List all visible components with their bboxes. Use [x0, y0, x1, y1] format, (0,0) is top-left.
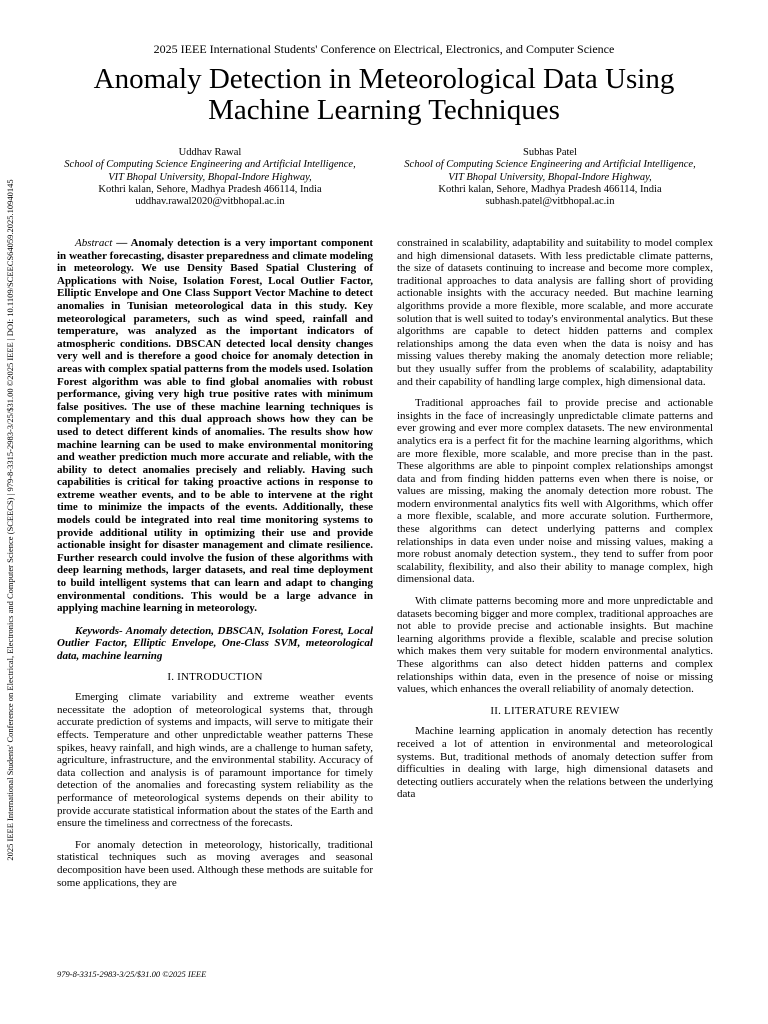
- right-column: [397, 237, 713, 810]
- author-name: Uddhav Rawal: [178, 147, 242, 158]
- abstract-dash: —: [112, 237, 131, 249]
- author-name: Subhas Patel: [523, 147, 577, 158]
- author-block-1: [30, 147, 390, 208]
- author-address: Kothri kalan, Sehore, Madhya Pradesh 466114, India: [438, 183, 662, 195]
- body-paragraph: Machine learning application in anomaly detection has recently received a lot of attention in environmental and meteorological systems. But, traditional methods of anomaly detection suffer from difficulties in dealing with large, high dimensional datasets and detecting outliers accurately when the relations between the underlying data: [397, 725, 713, 801]
- paper-title: [0, 64, 768, 126]
- copyright-footer: 979-8-3315-2983-3/25/$31.00 ©2025 IEEE: [57, 969, 207, 979]
- body-paragraph: Emerging climate variability and extreme weather events necessitate the adoption of meteorological systems that, through accurate prediction of systems and impacts, will serve to mitigate their effects. Temperature and other unpredictable weather patterns These spikes, heavy rainfall, and high winds, are a challenge to human safety, agriculture, infrastructure, and the environmental stability. Accuracy of data collection and analysis is of paramount importance for timely detection of the anomalies and forecasting system reliability as the performance of meteorological systems depends on their ability to provide accurate statistical information about the states of the Earth and ensure the timeliness and correctness of the forecasts.: [57, 691, 373, 830]
- abstract-paragraph: [57, 237, 373, 615]
- author-address: Kothri kalan, Sehore, Madhya Pradesh 466114, India: [98, 183, 322, 195]
- author-affiliation: School of Computing Science Engineering and Artificial Intelligence,: [64, 159, 356, 171]
- body-paragraph: constrained in scalability, adaptability and suitability to model complex and high dimensional datasets. With less predictable climate patterns, the size of datasets continuing to increase and become more complex, traditional approaches to data analysis are falling short of providing actionable insights with the accuracy needed. But machine learning algorithms provide a more flexible, more scalable, and more accurate solution that is well suited to today's environmental analytics. But these algorithms are capable to detect hidden patterns and complex relationships among the data even when the data is noisy and has missing values thereby making the anomaly detection more reliable; but they usually suffer from the problems of scalability, adaptability and their capability of handling large complex, high dimensional data.: [397, 237, 713, 388]
- conference-header: 2025 IEEE International Students' Conference on Electrical, Electronics, and Computer Science: [153, 42, 615, 56]
- author-email: uddhav.rawal2020@vitbhopal.ac.in: [135, 196, 285, 208]
- section-heading-literature-review: II. LITERATURE REVIEW: [490, 704, 620, 717]
- title-line-1: Anomaly Detection in Meteorological Data Using: [93, 63, 675, 95]
- section-heading-introduction: I. INTRODUCTION: [167, 670, 263, 683]
- keywords-paragraph: Keywords- Anomaly detection, DBSCAN, Isolation Forest, Local Outlier Factor, Elliptic Envelope, One-Class SVM, meteorological data, machine learning: [57, 624, 373, 662]
- body-paragraph: Traditional approaches fail to provide precise and actionable insights in the face of increasingly unpredictable climate patterns and ever growing and ever more complex datasets. The new environmental analytics era is a perfect fit for the machine learning algorithms, which are more flexible, more scalable, and more precise than in the past. These algorithms are able to pinpoint complex relationships amongst data and from finding hidden patterns even when there is noise, or values are missing, making the anomaly detection more robust. The modern environmental analytics fits well with Algorithms, which offer a more flexible, scalable, and more accurate solution. Furthermore, these algorithms can detect underlying patterns and complex relationships in data even under noise and missing values, making a more robust anomaly detection system., they tend to suffer from poor scalability, flexibility, and also their ability to manage complex, high dimensional data.: [397, 397, 713, 586]
- author-university: VIT Bhopal University, Bhopal-Indore Highway,: [108, 171, 312, 183]
- author-block-2: [370, 147, 730, 208]
- author-email: subhash.patel@vitbhopal.ac.in: [485, 196, 615, 208]
- body-paragraph: With climate patterns becoming more and more unpredictable and datasets becoming bigger and more complex, traditional approaches are not able to provide precise and actionable insights. But machine learning algorithms provide a flexible, scalable and precise solution which makes them very suitable for modern environmental analytics. These algorithms can also detect hidden patterns and complex relationships within data, even in the presence of noise or missing values, which enhances the overall reliability of anomaly detection.: [397, 595, 713, 696]
- doi-side-text: 2025 IEEE International Students' Conference on Electrical, Electronics and Computer Science (SCEECS) | 979-8-3315-2983-3/25/$31.00 ©2025 IEEE | DOI: 10.1109/SCEECS64059.2025.10940145: [5, 179, 15, 861]
- left-column: [57, 237, 373, 898]
- abstract-text: Anomaly detection is a very important component in weather forecasting, disaster preparedness and climate modeling in meteorology. We use Density Based Spatial Clustering of Applications with Noise, Isolation Forest, Local Outlier Factor, Elliptic Envelope and One Class Support Vector Machine to detect anomalies in Tunisian meteorological data in this study. Key meteorological parameters, such as wind speed, rainfall and temperature, was analyzed as the important indicators of atmospheric conditions. DBSCAN detected local density changes very well and is therefore a good choice for anomaly detection in areas with complex spatial patterns from the models used. Isolation Forest algorithm was able to find global anomalies with robust performance, giving very high true positive rates with minimum false positives. The use of these machine learning techniques is complementary and this dual approach shows how they can be used to detect different kinds of anomalies. The results show how machine learning can be used to make environmental monitoring and weather prediction much more accurate and reliable, with the ability to detect anomalies precisely and reliably. Having such capabilities is critical for taking proactive actions in response to extreme weather events, and to be able to intervene at the right time to minimize the impacts of the events. Additionally, these models could be integrated into real time monitoring systems to provide additional utility in optimizing their use and provide actionable insight for disaster management and climate resilience. Further research could involve the fusion of these algorithms with deep learning methods, larger datasets, and real time deployment to build intelligent systems that can learn and adapt to changing environmental conditions. This would be a large advance in applying machine learning in meteorology.: [57, 237, 373, 615]
- body-paragraph: For anomaly detection in meteorology, historically, traditional statistical techniques such as moving averages and seasonal decomposition have been used. Although these methods are suitable for some applications, they are: [57, 838, 373, 889]
- title-line-2: Machine Learning Techniques: [208, 94, 560, 126]
- author-affiliation: School of Computing Science Engineering and Artificial Intelligence,: [404, 159, 696, 171]
- author-university: VIT Bhopal University, Bhopal-Indore Highway,: [448, 171, 652, 183]
- abstract-label: Abstract: [75, 237, 113, 249]
